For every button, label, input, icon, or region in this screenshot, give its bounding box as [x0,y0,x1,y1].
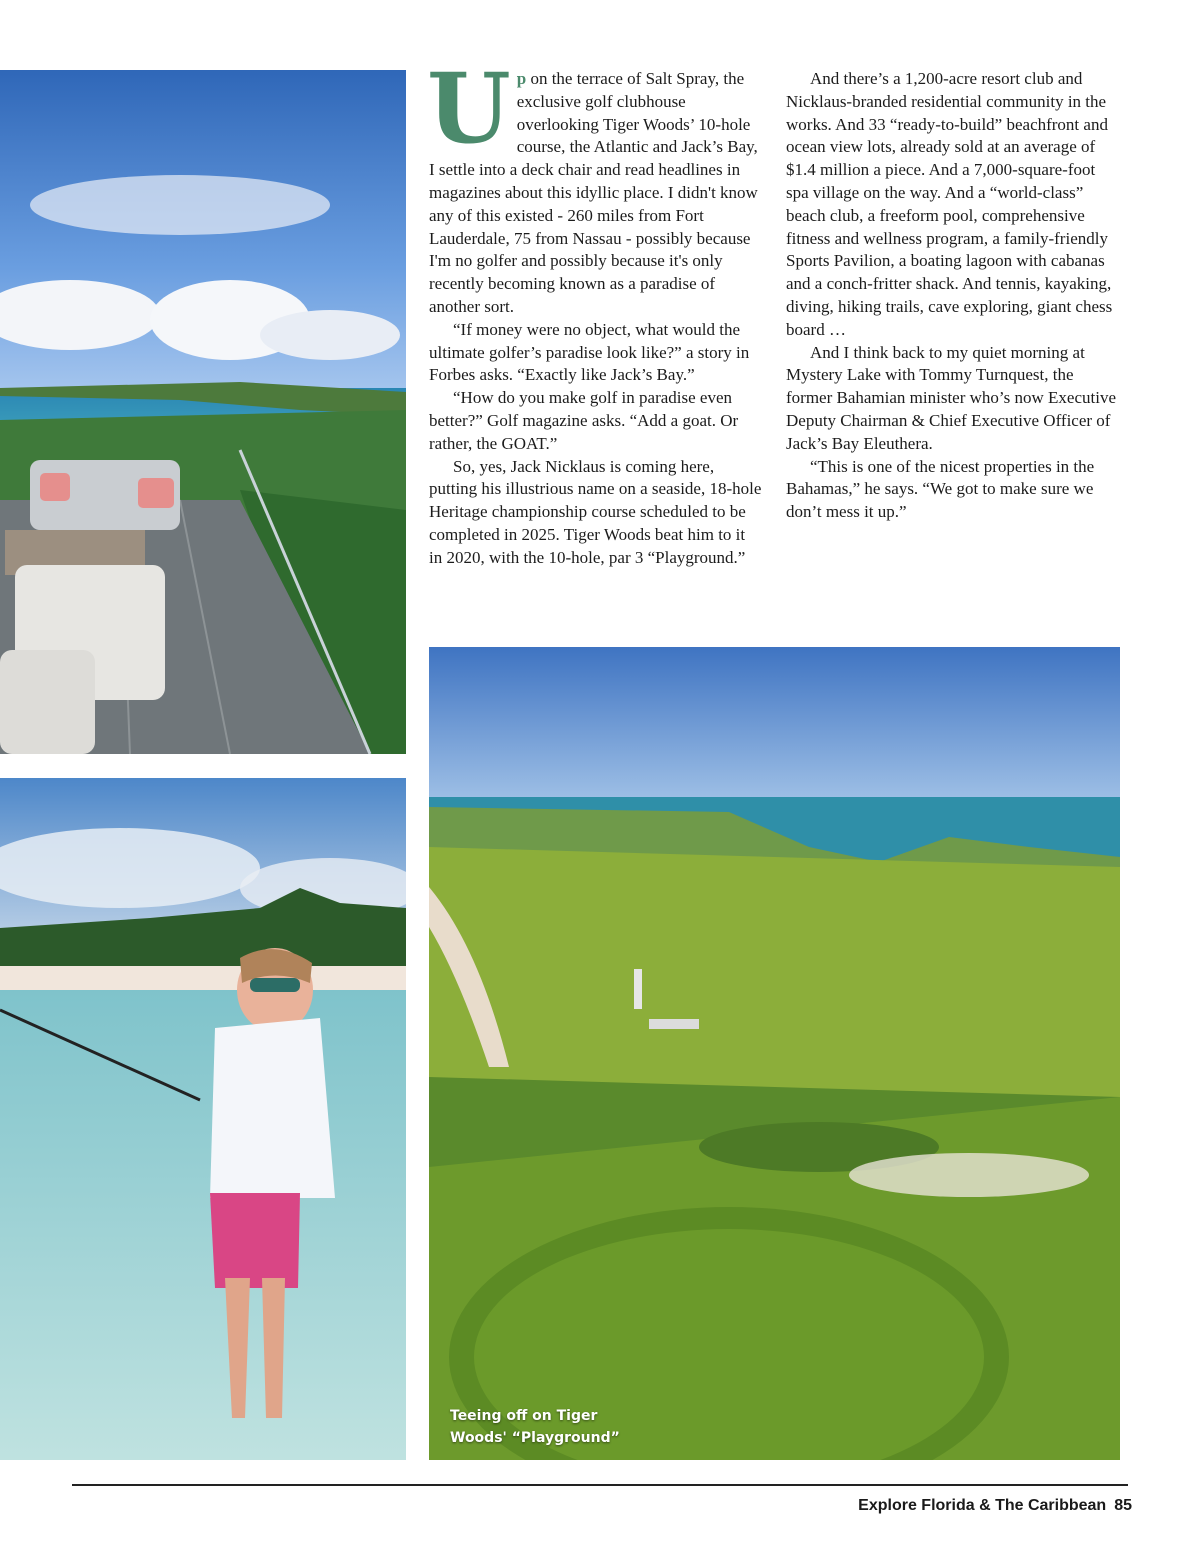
nicklaus-paragraph: So, yes, Jack Nicklaus is coming here, putting his illustrious name on a seaside, 18-hole Heritage championship course scheduled to be completed in 2025. Tiger Woods beat him to it in 2020, with the 10-hole, par 3 “Playground.” [429,456,762,567]
opening-paragraph [427,52,762,319]
page-number: 85 [1114,1497,1132,1514]
terrace-photo [0,70,406,754]
forbes-quote-paragraph: “If money were no object, what would the ultimate golfer’s paradise look like?” a story in Forbes asks. “Exactly like Jack’s Bay.” [429,319,750,385]
fishing-photo [0,778,406,1460]
golf-course-photo [429,647,1120,1460]
golf-magazine-paragraph: “How do you make golf in paradise even better?” Golf magazine asks. “Add a goat. Or rather, the GOAT.” [429,388,739,453]
resort-club-paragraph: And there’s a 1,200-acre resort club and Nicklaus-branded residential community in the works. And 33 “ready-to-build” beachfront and ocean view lots, already sold at an average of $1.4 million a piece. And a 7,000-square-foot spa village on the way. And a “world-class” beach club, a freeform pool, comprehensive fitness and wellness program, a family-friendly Sports Pavilion, a boating lagoon with cabanas and a conch-fritter shack. And tennis, kayaking, diving, hiking trails, cave exploring, giant chess board … [786,69,1113,339]
opening-paragraph-text: on the terrace of Salt Spray, the exclusive golf clubhouse overlooking Tiger Woods’ 10-hole course, the Atlantic and Jack’s Bay, I settle into a deck chair and read headlines in magazines about this idyllic place. I didn't know any of this existed - 260 miles from Fort Lauderdale, 75 from Nassau - possibly because I'm no golfer and possibly because it's only recently becoming known as a paradise of another sort. [429,69,758,316]
footer-rule [72,1484,1128,1486]
caption-line-1: Teeing off on Tiger [450,1408,598,1424]
photo-caption [450,1405,650,1449]
closing-quote-paragraph: “This is one of the nicest properties in the Bahamas,” he says. “We got to make sure we don’t mess it up.” [786,456,1095,522]
caption-line-2: Woods' “Playground” [450,1430,620,1446]
drop-cap: U [427,52,511,165]
article-column-right [786,68,1120,524]
page-footer [858,1497,1132,1515]
mystery-lake-paragraph: And I think back to my quiet morning at Mystery Lake with Tommy Turnquest, the former Bahamian minister who’s now Executive Deputy Chairman & Chief Executive Officer of Jack’s Bay Eleuthera. [786,342,1116,453]
drop-cap-continuation: p [516,69,527,88]
article-column-left [427,52,762,570]
publication-name: Explore Florida & The Caribbean [858,1497,1107,1514]
